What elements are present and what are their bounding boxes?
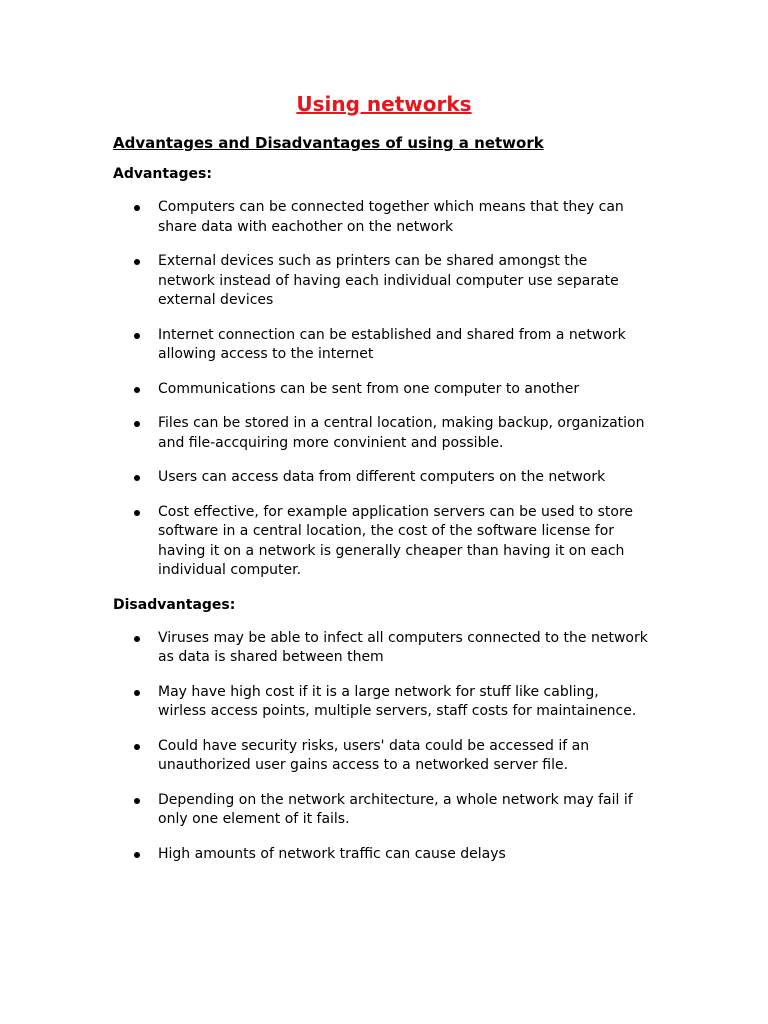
- bullet-icon: [134, 798, 140, 804]
- bullet-icon: [134, 205, 140, 211]
- list-item: [113, 503, 648, 581]
- bullet-icon: [134, 333, 140, 339]
- bullet-icon: [134, 259, 140, 265]
- list-item-text: Files can be stored in a central location, making backup, organization and file-accquiring more convinient and possible.: [158, 415, 645, 451]
- advantages-list: [113, 198, 768, 581]
- list-item: [113, 737, 648, 776]
- list-item-text: Computers can be connected together which means that they can share data with eachother on the network: [158, 199, 624, 235]
- bullet-icon: [134, 852, 140, 858]
- bullet-icon: [134, 510, 140, 516]
- bullet-icon: [134, 690, 140, 696]
- list-item-text: Internet connection can be established and shared from a network allowing access to the internet: [158, 326, 626, 362]
- list-item: [113, 468, 648, 488]
- list-item-text: External devices such as printers can be shared amongst the network instead of having each individual computer use separate external devices: [158, 253, 619, 308]
- bullet-icon: [134, 387, 140, 393]
- bullet-icon: [134, 475, 140, 481]
- list-item-text: Users can access data from different computers on the network: [158, 469, 606, 485]
- list-item: [113, 326, 648, 365]
- list-item-text: May have high cost if it is a large network for stuff like cabling, wirless access points, multiple servers, staff costs for maintainence.: [158, 683, 637, 719]
- list-item: [113, 414, 648, 453]
- list-item: [113, 252, 648, 311]
- bullet-icon: [134, 421, 140, 427]
- list-item-text: Cost effective, for example application servers can be used to store software in a central location, the cost of the software license for having it on a network is generally cheaper than having it on each individual computer.: [158, 503, 634, 578]
- page-title: Using networks: [296, 92, 472, 116]
- list-item: [113, 629, 648, 668]
- list-item-text: Viruses may be able to infect all computers connected to the network as data is shared between them: [158, 629, 648, 665]
- list-item: [113, 380, 648, 400]
- list-item-text: High amounts of network traffic can cause delays: [158, 845, 506, 862]
- list-item: [113, 845, 648, 865]
- list-item: [113, 791, 648, 830]
- list-item: [113, 198, 648, 237]
- list-item-text: Depending on the network architecture, a whole network may fail if only one element of it fails.: [158, 791, 633, 827]
- bullet-icon: [134, 636, 140, 642]
- disadvantages-heading: Disadvantages:: [113, 596, 236, 613]
- list-item-text: Communications can be sent from one computer to another: [158, 380, 580, 397]
- list-item-text: Could have security risks, users' data could be accessed if an unauthorized user gains access to a networked server file.: [158, 737, 590, 773]
- advantages-heading: Advantages:: [113, 166, 212, 182]
- disadvantages-list: [113, 629, 768, 865]
- bullet-icon: [134, 744, 140, 750]
- list-item: [113, 683, 648, 722]
- document-subtitle: Advantages and Disadvantages of using a network: [113, 134, 544, 152]
